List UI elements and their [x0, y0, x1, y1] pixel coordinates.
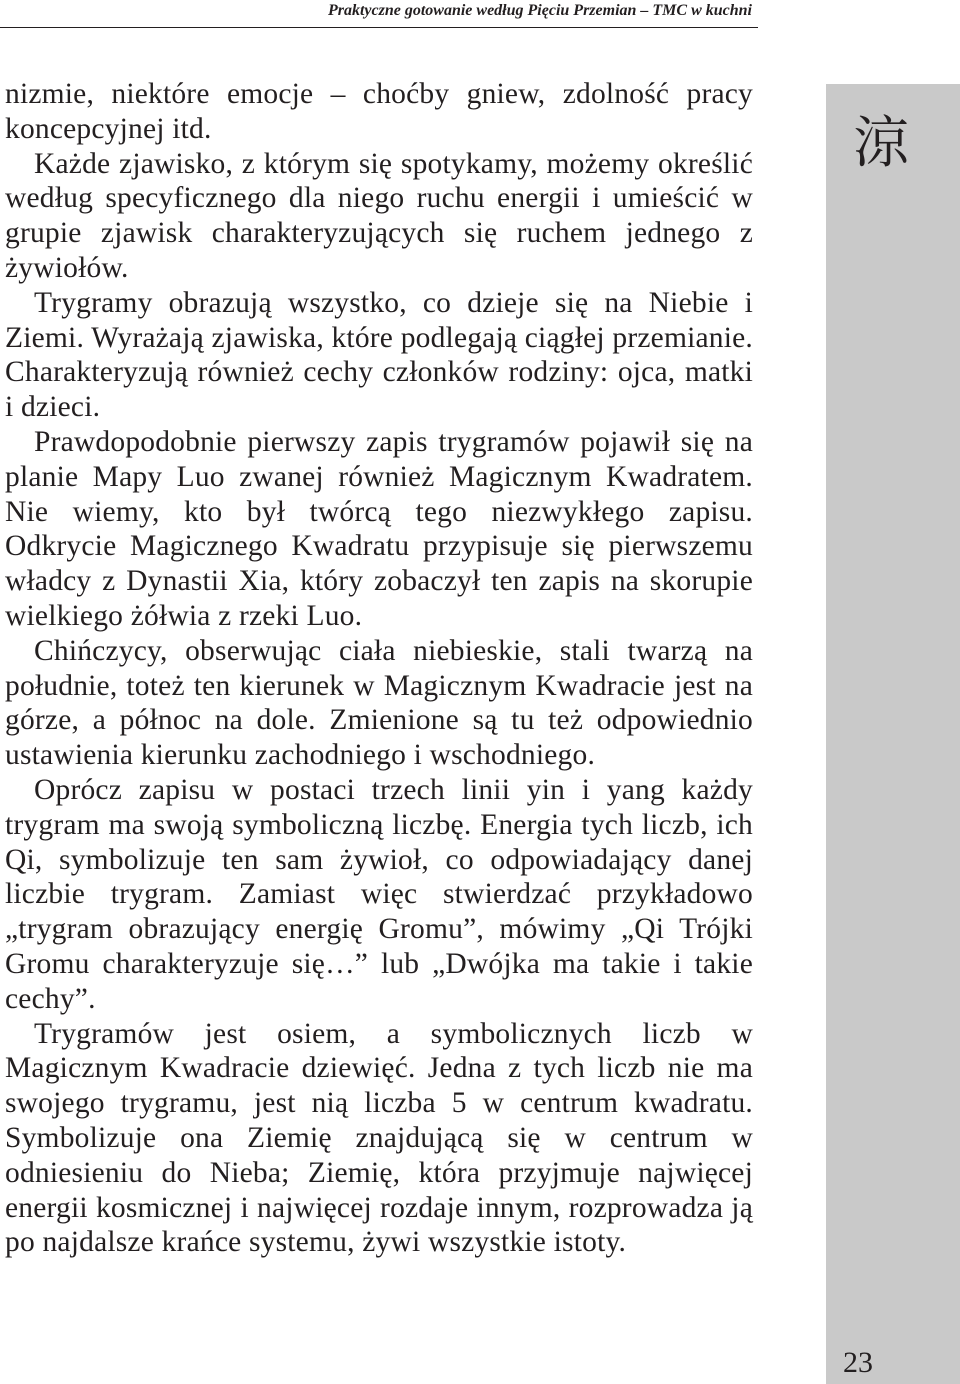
paragraph: Prawdopodobnie pierwszy zapis trygramów pojawił się na planie Mapy Luo zwanej również Magicznym Kwadratem. Nie wiemy, kto był twórcą tego niezwykłego zapisu. Odkrycie Magicznego Kwadratu przypisuje się pierwszemu władcy z Dynastii Xia, który zobaczył ten zapis na skorupie wielkiego żółwia z rzeki Luo. — [5, 425, 753, 632]
body-text — [5, 77, 753, 1260]
running-header-title: Praktyczne gotowanie według Pięciu Przemian – TMC w kuchni — [327, 2, 752, 19]
paragraph: Trygramów jest osiem, a symbolicznych liczb w Magicznym Kwadracie dziewięć. Jedna z tych liczb nie ma swojego trygramu, jest nią liczba 5 w centrum kwadratu. Symbolizuje ona Ziemię znajdującą się w centrum w odniesieniu do Nieba; Ziemię, która przyjmuje najwięcej energii kosmicznej i najwięcej rozdaje innym, rozprowadza ją po najdalsze krańce systemu, żywi wszystkie istoty. — [5, 1017, 753, 1259]
paragraph: nizmie, niektóre emocje – choćby gniew, zdolność pracy koncepcyjnej itd. — [5, 78, 753, 145]
paragraph: Oprócz zapisu w postaci trzech linii yin i yang każdy trygram ma swoją symboliczną liczbę. Energia tych liczb, ich Qi, symbolizuje ten sam żywioł, co odpowiadający danej liczbie trygram. Zamiast więc stwierdzać przykładowo „trygram obrazujący energię Gromu”, mówimy „Qi Trójki Gromu charakteryzuje się…” lub „Dwójka ma takie i takie cechy”. — [5, 773, 753, 1015]
chapter-sidebar — [826, 84, 960, 1384]
paragraph: Chińczycy, obserwując ciała niebieskie, stali twarzą na południe, toteż ten kierunek w Magicznym Kwadracie jest na górze, a północ na dole. Zmienione są tu też odpowiednio ustawienia kierunku zachodniego i wschodniego. — [5, 634, 753, 772]
chinese-character-glyph: 涼 — [853, 111, 909, 176]
paragraph: Trygramy obrazują wszystko, co dzieje się na Niebie i Ziemi. Wyrażają zjawiska, które podlegają ciągłej przemianie. Charakteryzują również cechy członków rodziny: ojca, matki i dzieci. — [5, 286, 753, 424]
page-number: 23 — [843, 1346, 873, 1379]
running-header — [0, 0, 758, 28]
paragraph: Każde zjawisko, z którym się spotykamy, możemy określić według specyficznego dla niego ruchu energii i umieścić w grupie zjawisk charakteryzujących się ruchem jednego z żywiołów. — [5, 147, 753, 284]
